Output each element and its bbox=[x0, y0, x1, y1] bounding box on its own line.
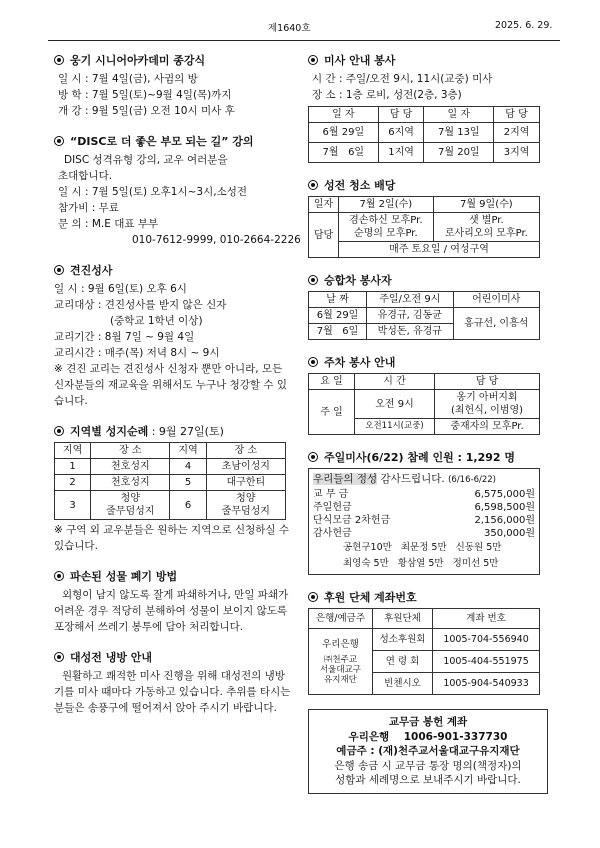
section-title: 대성전 냉방 안내 bbox=[54, 649, 294, 665]
disc-lecture-section bbox=[54, 133, 301, 248]
table-header: 7월 2일(수) bbox=[339, 197, 434, 213]
table-row: 감사헌금 350,000원 bbox=[313, 528, 535, 539]
support-accounts-section bbox=[308, 589, 548, 695]
info-line: (중학교 1학년 이상) bbox=[110, 315, 203, 327]
table-row: 6월 29일 6지역 7월 13일 2지역 bbox=[309, 123, 540, 143]
box-title: 교무금 봉헌 계좌 bbox=[388, 716, 468, 728]
parking-section bbox=[308, 354, 548, 435]
table-header: 담 당 bbox=[494, 107, 540, 123]
table-header: 날 짜 bbox=[309, 292, 367, 308]
bullet-icon bbox=[54, 426, 64, 436]
table-row: 1 천호성지 4 초남이성지 bbox=[55, 459, 286, 475]
table-row: 주일헌금 6,598,500원 bbox=[313, 502, 535, 513]
table-row: 주 일 오전 9시 옹기 아버지회 (최헌식, 이범영) bbox=[309, 390, 540, 419]
section-title: 견진성사 bbox=[54, 262, 294, 278]
bullet-icon bbox=[308, 55, 318, 65]
disposal-section bbox=[54, 568, 294, 635]
note-text: 성함과 세례명으로 보내주시기 바랍니다. bbox=[335, 774, 521, 786]
bullet-icon bbox=[54, 136, 64, 146]
table-header: 요 일 bbox=[309, 374, 355, 390]
bullet-icon bbox=[308, 452, 318, 462]
support-table bbox=[308, 608, 540, 695]
body-text: 원활하고 쾌적한 미사 진행을 위해 대성전의 냉방기를 미사 때마다 가동하고 있습니다. 추위를 타시는 분들은 송풍구에 떨어져서 앉아 주시기 바랍니다. bbox=[54, 670, 291, 714]
info-line: 방 학 : 7월 5일(토)~9월 4일(목)까지 bbox=[58, 89, 232, 101]
section-title: 웅기 시니어아카데미 종강식 bbox=[54, 52, 294, 68]
section-title: 파손된 성물 폐기 방법 bbox=[54, 568, 294, 584]
cleaning-table bbox=[308, 196, 540, 258]
donor-line: 공현구10만 최문정 5만 신동원 5만 bbox=[343, 542, 502, 553]
bullet-icon bbox=[54, 652, 64, 662]
table-row: 매주 토요일 / 여성구역 bbox=[309, 242, 540, 258]
info-line: 시 간 : 주일/오전 9시, 11시(교중) 미사 bbox=[312, 73, 493, 85]
table-header: 장 소 bbox=[206, 443, 285, 459]
account-holder: ㈜천주교 서울대교구 유지재단 bbox=[319, 654, 361, 685]
section-title: 주일미사(6/22) 참례 인원 : 1,292 명 bbox=[308, 449, 548, 465]
info-line: 참가비 : 무료 bbox=[58, 202, 119, 214]
table-header: 담 당 bbox=[378, 107, 424, 123]
table-header: 어린이미사 bbox=[453, 292, 539, 308]
table-header: 계좌 번호 bbox=[433, 609, 540, 629]
table-row: 빈첸시오 1005-904-540933 bbox=[309, 673, 540, 695]
left-column bbox=[54, 52, 301, 730]
bullet-icon bbox=[308, 275, 318, 285]
offering-table bbox=[313, 488, 535, 540]
mass-guide-table bbox=[308, 106, 540, 163]
bank-account: 우리은행 1006-901-337730 bbox=[348, 730, 508, 743]
bullet-icon bbox=[54, 265, 64, 275]
table-row: 3 청양 줄무덤성지 6 청양 줄무덤성지 bbox=[55, 491, 286, 520]
info-line: 일 시 : 7월 5일(토) 오후1시~3시,소성전 bbox=[58, 186, 247, 198]
cleaning-section bbox=[308, 177, 548, 258]
section-title: 후원 단체 계좌번호 bbox=[308, 589, 548, 605]
table-row: 우리은행 ㈜천주교 서울대교구 유지재단 성소후원회 1005-704-556940 bbox=[309, 629, 540, 651]
note-text: 은행 송금 시 교무금 통장 명의(책정자)의 bbox=[334, 759, 522, 772]
pilgrimage-section bbox=[54, 423, 294, 554]
page-header bbox=[0, 20, 600, 34]
section-title: 주차 봉사 안내 bbox=[308, 354, 548, 370]
note-text: ※ 구역 외 교우분들은 원하는 지역으로 신청하실 수 있습니다. bbox=[54, 524, 290, 552]
table-row: 7월 6일 박성돈, 유경규 bbox=[309, 324, 540, 340]
table-header: 일자 bbox=[309, 197, 339, 213]
table-header: 지역 bbox=[55, 443, 91, 459]
table-header: 일 자 bbox=[309, 107, 379, 123]
table-row: 6월 29일 유경규, 김동균 홍규선, 이흥석 bbox=[309, 308, 540, 324]
table-header: 담 당 bbox=[435, 374, 540, 390]
info-line: 개 강 : 9월 5일(금) 오전 10시 미사 후 bbox=[58, 105, 235, 117]
table-header: 일 자 bbox=[424, 107, 494, 123]
cooling-section bbox=[54, 649, 294, 716]
thanks-line: 우리들의 정성 감사드립니다. (6/16-6/22) bbox=[313, 473, 496, 485]
section-title: 지역별 성지순례 : 9월 27일(토) bbox=[54, 423, 294, 439]
tithe-account-box bbox=[308, 709, 548, 794]
section-title: 성전 청소 배당 bbox=[308, 177, 548, 193]
offering-box bbox=[308, 468, 540, 575]
table-row: 오전11시(교중) 중재자의 모후Pr. bbox=[309, 419, 540, 435]
pilgrimage-table bbox=[54, 442, 286, 520]
info-line: 문 의 : M.E 대표 부부 bbox=[58, 218, 159, 230]
table-row: 7월 6일 1지역 7월 20일 3지역 bbox=[309, 143, 540, 163]
info-line: 교리시간 : 매주(목) 저녁 8시 ~ 9시 bbox=[54, 347, 220, 359]
contact-phone: 010-7612-9999, 010-2664-2226 bbox=[132, 234, 301, 246]
table-header: 장 소 bbox=[91, 443, 170, 459]
table-row: 2 천호성지 5 대구한티 bbox=[55, 475, 286, 491]
bullet-icon bbox=[54, 571, 64, 581]
table-header: 후원단체 bbox=[372, 609, 432, 629]
acolyte-table bbox=[308, 291, 540, 340]
info-line: 장 소 : 1층 로비, 성전(2층, 3층) bbox=[312, 89, 462, 101]
table-header: 은행/예금주 bbox=[309, 609, 373, 629]
section-title: “DISC로 더 좋은 부모 되는 길” 강의 bbox=[54, 133, 294, 149]
table-header: 주일/오전 9시 bbox=[367, 292, 453, 308]
info-line: DISC 성격유형 강의, 교우 여러분을 bbox=[64, 154, 228, 166]
table-row: 담당 겸손하신 모후Pr. 순명의 모후Pr. 샛 별Pr. 로사리오의 모후Pr. bbox=[309, 213, 540, 242]
account-holder: 예금주 : (재)천주교서울대교구유지재단 bbox=[336, 745, 520, 757]
bank-name: 우리은행 bbox=[322, 638, 359, 650]
info-line: 교리대상 : 견진성사를 받지 않은 신자 bbox=[54, 299, 227, 311]
table-row: 교 무 금 6,575,000원 bbox=[313, 489, 535, 500]
donor-line: 최영숙 5만 황삼열 5만 정미선 5만 bbox=[343, 558, 499, 569]
info-line: 초대합니다. bbox=[58, 170, 113, 182]
parking-table bbox=[308, 373, 540, 435]
table-header: 시 간 bbox=[355, 374, 435, 390]
header-divider bbox=[48, 40, 560, 41]
body-text: 외형이 남지 않도록 잘게 파쇄하거나, 만일 파쇄가 어려운 경우 적당히 분해하여 성물이 보이지 않도록 포장해서 쓰레기 봉투에 담아 처리합니다. bbox=[54, 589, 289, 633]
issue-number: 제1640호 bbox=[268, 23, 311, 34]
info-line: 교리기간 : 8월 7일 ~ 9월 4일 bbox=[54, 331, 195, 343]
senior-academy-section bbox=[54, 52, 294, 119]
table-header: 지역 bbox=[170, 443, 206, 459]
bullet-icon bbox=[54, 55, 64, 65]
table-row: 연 령 회 1005-404-551975 bbox=[309, 651, 540, 673]
info-line: 일 시 : 9월 6일(토) 오후 6시 bbox=[54, 283, 187, 295]
info-line: 일 시 : 7월 4일(금), 사귐의 방 bbox=[58, 73, 198, 85]
offering-section bbox=[308, 449, 548, 575]
table-row: 단식모금 2차헌금 2,156,000원 bbox=[313, 515, 535, 526]
acolyte-section bbox=[308, 272, 548, 340]
mass-guide-section bbox=[308, 52, 548, 163]
note-text: ※ 견진 교리는 견진성사 신청자 뿐만 아니라, 모든 신자분들의 재교육을 위해서도 누구나 청강할 수 있습니다. bbox=[54, 363, 288, 407]
section-title: 미사 안내 봉사 bbox=[308, 52, 548, 68]
table-header: 7월 9일(수) bbox=[433, 197, 539, 213]
bullet-icon bbox=[308, 357, 318, 367]
issue-date: 2025. 6. 29. bbox=[495, 20, 553, 31]
bullet-icon bbox=[308, 592, 318, 602]
confirmation-section bbox=[54, 262, 294, 409]
bullet-icon bbox=[308, 180, 318, 190]
section-title: 승합차 봉사자 bbox=[308, 272, 548, 288]
right-column bbox=[308, 52, 548, 794]
